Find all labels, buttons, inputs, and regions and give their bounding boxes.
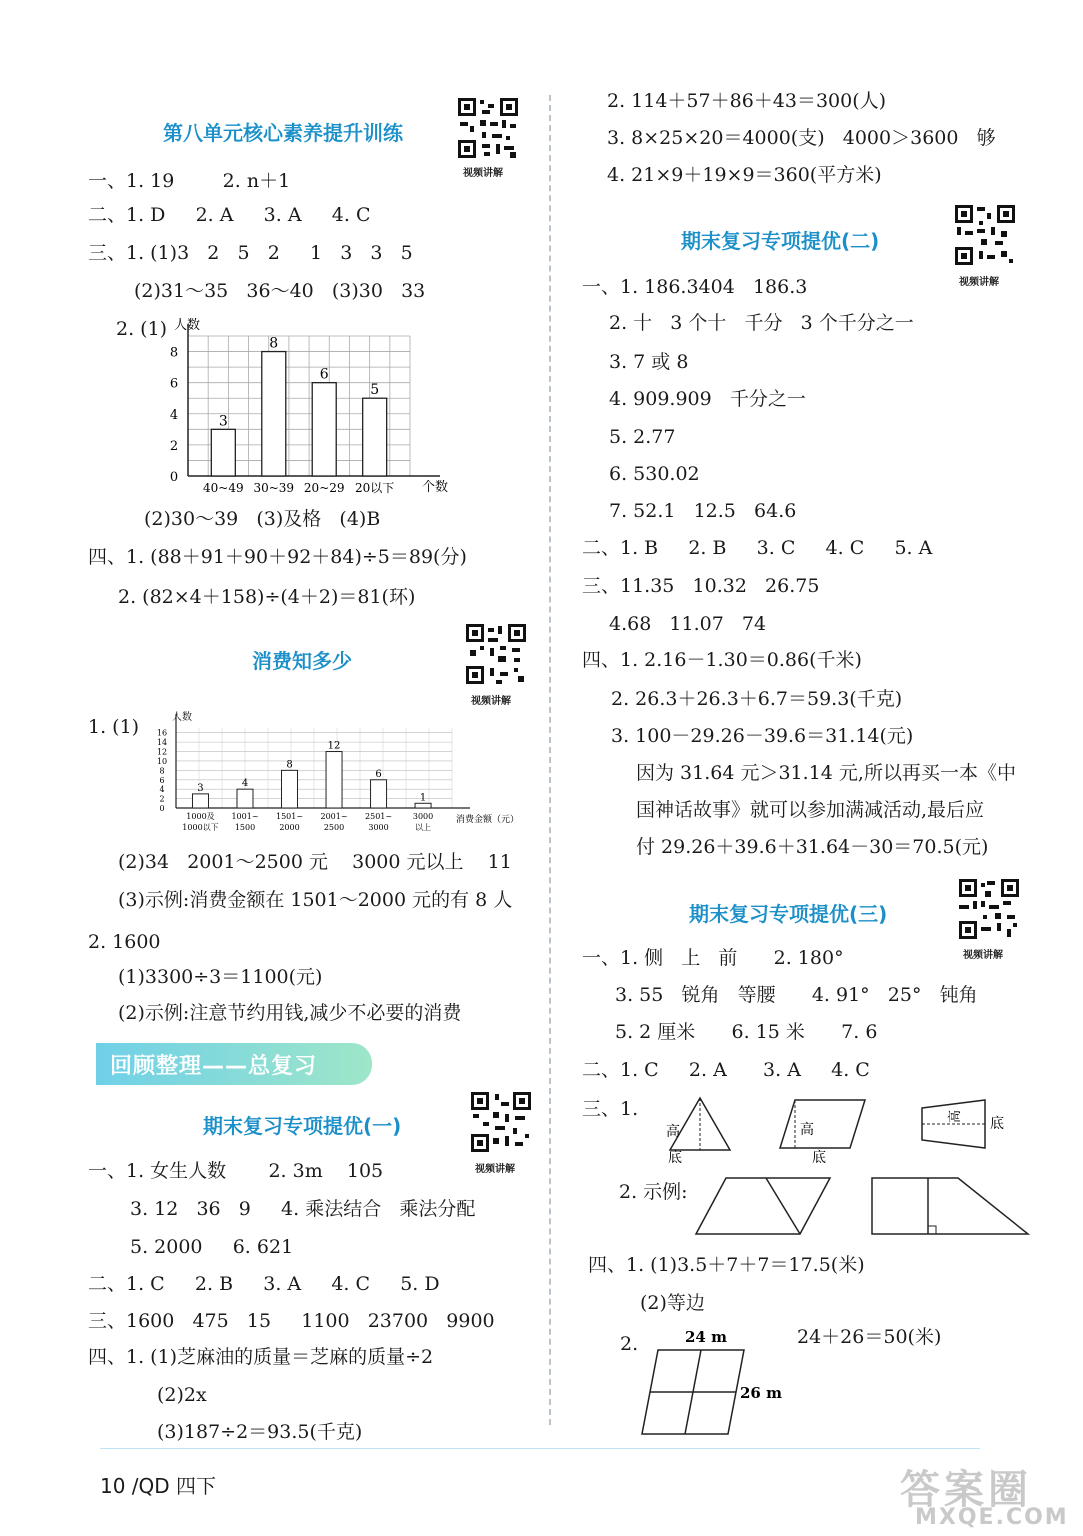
y-tick-label: 8 — [169, 345, 179, 361]
bar — [415, 803, 431, 808]
qr-code-icon[interactable] — [953, 203, 1017, 267]
answer-line: 三、1. — [582, 1098, 639, 1120]
answer-line: 3. 100－29.26－39.6＝31.14(元) — [611, 725, 914, 747]
bar-chart-consumption — [143, 710, 528, 845]
answer-line: 国神话故事》就可以参加满减活动,最后应 — [636, 799, 985, 821]
y-tick-label: 8 — [159, 766, 165, 776]
y-tick-label: 4 — [159, 785, 165, 795]
bar — [262, 352, 286, 476]
banner-label: 回顾整理——总复习 — [110, 1054, 318, 1079]
trapezoid-base-label: 底 — [990, 1116, 1004, 1132]
bar — [312, 383, 336, 476]
split-line — [766, 1178, 800, 1234]
x-tick-label: 1001~ — [231, 812, 259, 821]
answer-line: 2. (1) — [116, 318, 168, 340]
answer-line: 2. 十 3 个十 千分 3 个千分之一 — [609, 312, 914, 334]
answer-line: 5. 2 厘米 6. 15 米 7. 6 — [615, 1021, 878, 1043]
y-tick-label: 0 — [159, 804, 165, 813]
y-tick-label: 6 — [169, 376, 179, 392]
answer-line: 4. 21×9＋19×9＝360(平方米) — [607, 164, 882, 186]
bottom-rule — [100, 1448, 980, 1449]
bar — [326, 752, 342, 808]
x-tick-label: 20~29 — [303, 481, 345, 495]
answer-line: (2)等边 — [640, 1292, 705, 1314]
qr-label: 视频讲解 — [471, 696, 511, 707]
answer-line: 二、1. C 2. A 3. A 4. C — [582, 1059, 870, 1081]
consume-title: 消费知多少 — [252, 649, 352, 673]
answer-line: 二、1. D 2. A 3. A 4. C — [88, 204, 371, 226]
parallelogram-shape — [696, 1178, 830, 1234]
qr-code-icon[interactable] — [469, 1090, 533, 1154]
answer-line: 2. — [620, 1333, 639, 1355]
page-footer: 10 /QD 四下 — [100, 1474, 217, 1498]
y-tick-label: 2 — [169, 438, 179, 454]
bar-value-label: 1 — [419, 792, 427, 804]
review3-title: 期末复习专项提优(三) — [689, 902, 888, 926]
bar-value-label: 12 — [327, 740, 341, 752]
x-tick-label: 2001~ — [320, 812, 348, 821]
answer-line: 2. (82×4＋158)÷(4＋2)＝81(环) — [118, 586, 416, 608]
answer-line: 二、1. C 2. B 3. A 4. C 5. D — [88, 1273, 440, 1295]
x-tick-label: 1501~ — [275, 812, 304, 821]
bar — [237, 789, 253, 808]
x-tick-label: 1000以下 — [182, 823, 219, 832]
answer-line: 3. 12 36 9 4. 乘法结合 乘法分配 — [130, 1198, 476, 1220]
x-tick-label: 2000 — [279, 823, 300, 832]
x-tick-label: 2501~ — [365, 812, 393, 821]
side-26-label: 26 m — [740, 1384, 782, 1402]
triangle-height-label: 高 — [666, 1124, 680, 1140]
x-axis-label: 个数 — [422, 480, 449, 495]
y-tick-label: 6 — [159, 775, 165, 785]
answer-line: (2)2x — [157, 1384, 207, 1406]
x-tick-label: 1500 — [234, 823, 256, 832]
answer-line: 四、1. (1)芝麻油的质量＝芝麻的质量÷2 — [88, 1346, 434, 1368]
bar-value-label: 3 — [197, 782, 204, 794]
answer-line: (2)31～35 36～40 (3)30 33 — [134, 280, 426, 302]
answer-line: 四、1. 2.16－1.30＝0.86(千米) — [582, 649, 862, 671]
answer-line: 三、1. (1)3 2 5 2 1 3 3 5 — [88, 242, 413, 264]
x-tick-label: 1000及 — [186, 812, 215, 821]
qr-label: 视频讲解 — [475, 1164, 515, 1175]
answer-line: 三、1600 475 15 1100 23700 9900 — [88, 1310, 495, 1332]
answer-line: 3. 7 或 8 — [609, 351, 689, 373]
watermark-url: MXQE.COM — [915, 1505, 1069, 1530]
x-tick-label: 40~49 — [203, 481, 244, 495]
bar — [371, 780, 387, 808]
y-tick-label: 16 — [156, 728, 168, 738]
right-angle-mark — [928, 1226, 936, 1234]
answer-line: 一、1. 19 2. n＋1 — [88, 170, 291, 192]
split-shape-figures — [690, 1172, 1050, 1242]
answer-line: (2)34 2001～2500 元 3000 元以上 11 — [118, 851, 512, 873]
answer-line: 一、1. 侧 上 前 2. 180° — [582, 947, 844, 969]
bar-value-label: 4 — [241, 778, 249, 790]
height-figures — [630, 1090, 1030, 1165]
qr-label: 视频讲解 — [963, 950, 1003, 961]
answer-line: 24＋26＝50(米) — [797, 1326, 942, 1348]
answer-line: (2)示例:注意节约用钱,减少不必要的消费 — [118, 1002, 462, 1024]
answer-line: 4. 909.909 千分之一 — [609, 388, 806, 410]
answer-line: 5. 2.77 — [609, 426, 676, 448]
x-tick-label: 3000 — [412, 812, 434, 821]
bar-chart-score-distribution — [150, 315, 450, 500]
answer-line: (3)示例:消费金额在 1501～2000 元的有 8 人 — [118, 889, 513, 911]
answer-line: 2. 26.3＋26.3＋6.7＝59.3(千克) — [611, 688, 903, 710]
unit8-title: 第八单元核心素养提升训练 — [163, 121, 403, 145]
column-divider — [549, 95, 551, 1425]
parallelogram-base-label: 底 — [812, 1150, 826, 1165]
answer-line: 2. 114＋57＋86＋43＝300(人) — [607, 90, 887, 112]
answer-line: 2. 示例: — [619, 1181, 688, 1203]
x-tick-label: 2500 — [323, 823, 345, 832]
review1-title: 期末复习专项提优(一) — [203, 1114, 402, 1138]
answer-line: 三、11.35 10.32 26.75 — [582, 575, 820, 597]
answer-line: 4.68 11.07 74 — [609, 613, 767, 635]
answer-line: 二、1. B 2. B 3. C 4. C 5. A — [582, 537, 933, 559]
answer-line: 一、1. 女生人数 2. 3m 105 — [88, 1160, 384, 1182]
parallelogram-shape — [780, 1100, 865, 1148]
x-tick-label: 以上 — [415, 823, 432, 832]
review-banner — [96, 1043, 372, 1085]
answer-line: 一、1. 186.3404 186.3 — [582, 276, 808, 298]
bar-value-label: 3 — [218, 413, 228, 430]
answer-line: (2)30～39 (3)及格 (4)B — [144, 508, 381, 530]
answer-line: 2. 1600 — [88, 931, 161, 953]
triangle-base-label: 底 — [668, 1150, 682, 1165]
answer-line: 四、1. (88＋91＋90＋92＋84)÷5＝89(分) — [88, 546, 467, 568]
bar-value-label: 8 — [286, 759, 293, 771]
answer-line: (3)187÷2＝93.5(千克) — [157, 1421, 363, 1443]
x-tick-label: 20以下 — [355, 481, 395, 495]
y-axis-label: 人数 — [172, 712, 192, 723]
trapezoid-height-label: 高 — [948, 1109, 963, 1123]
watermark-logo: 答案圈 — [900, 1467, 1032, 1513]
answer-line: 1. (1) — [88, 716, 140, 738]
y-tick-label: 10 — [156, 756, 168, 766]
bar-value-label: 6 — [375, 768, 382, 780]
answer-line: 7. 52.1 12.5 64.6 — [609, 500, 797, 522]
x-tick-label: 30~39 — [253, 481, 295, 495]
bar — [192, 794, 208, 808]
qr-label: 视频讲解 — [463, 168, 503, 179]
answer-line: 因为 31.64 元＞31.14 元,所以再买一本《中 — [636, 762, 1016, 784]
bar — [211, 429, 235, 476]
answer-line: 3. 8×25×20＝4000(支) 4000＞3600 够 — [607, 127, 996, 149]
answer-line: 6. 530.02 — [609, 463, 700, 485]
bar — [282, 770, 298, 808]
y-tick-label: 0 — [169, 470, 179, 485]
answer-line: 四、1. (1)3.5＋7＋7＝17.5(米) — [588, 1254, 865, 1276]
answer-line: 付 29.26＋39.6＋31.64－30＝70.5(元) — [636, 836, 989, 858]
y-tick-label: 12 — [156, 747, 168, 757]
bar-value-label: 8 — [269, 335, 279, 352]
trapezoid-shape — [872, 1178, 1028, 1234]
rhombus-figure — [640, 1322, 800, 1440]
y-axis-label: 人数 — [174, 318, 201, 333]
y-tick-label: 14 — [156, 738, 168, 748]
review2-title: 期末复习专项提优(二) — [681, 229, 880, 253]
bar — [363, 398, 387, 476]
answer-line: 3. 55 锐角 等腰 4. 91° 25° 钝角 — [615, 984, 978, 1006]
bar-value-label: 5 — [370, 382, 380, 399]
x-tick-label: 3000 — [368, 823, 389, 832]
y-tick-label: 2 — [159, 794, 165, 804]
qr-label: 视频讲解 — [959, 277, 999, 288]
x-axis-label: 消费金额（元） — [456, 815, 520, 825]
qr-code-icon[interactable] — [456, 96, 520, 160]
answer-line: 5. 2000 6. 621 — [130, 1236, 294, 1258]
side-24-label: 24 m — [685, 1328, 727, 1346]
answer-line: (1)3300÷3＝1100(元) — [118, 966, 323, 988]
bar-value-label: 6 — [319, 366, 329, 383]
qr-code-icon[interactable] — [957, 877, 1021, 941]
parallelogram-height-label: 高 — [800, 1122, 814, 1138]
qr-code-icon[interactable] — [464, 622, 528, 686]
y-tick-label: 4 — [169, 407, 179, 423]
